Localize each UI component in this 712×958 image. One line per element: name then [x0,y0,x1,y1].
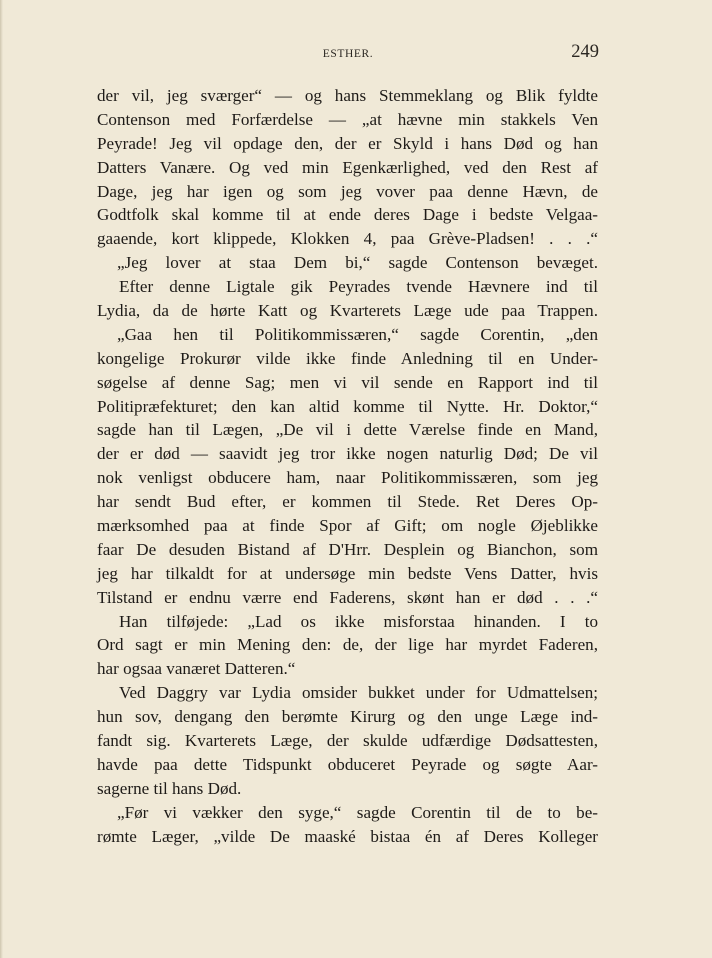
text-line: „Gaa hen til Politikommissæren,“ sagde Corentin, „den [117,324,598,344]
page-left-edge [0,0,3,958]
text-line: Tilstand er endnu værre end Faderens, skønt han er død . . .“ [97,587,598,607]
text-line: Godtfolk skal komme til at ende deres Dage i bedste Velgaa- [97,205,598,225]
text-line: „Før vi vækker den syge,“ sagde Corentin til de to be- [117,802,598,822]
text-line: Peyrade! Jeg vil opdage den, der er Skyld i hans Død og han [97,133,598,153]
text-line: Datters Vanære. Og ved min Egenkærlighed, ved den Rest af [97,157,598,177]
text-line: sagerne til hans Død. [97,778,242,798]
text-line: har sendt Bud efter, er kommen til Stede. Ret Deres Op- [97,492,598,512]
running-head [97,42,599,72]
text-line: rømte Læger, „vilde De maaské bistaa én af Deres Kolleger [97,826,598,846]
text-line: mærksomhed paa at finde Spor af Gift; om nogle Øjeblikke [97,516,598,536]
text-line: kongelige Prokurør vilde ikke finde Anledning til en Under- [97,348,598,368]
text-line: gaaende, kort klippede, Klokken 4, paa Grève-Pladsen! . . .“ [97,229,598,249]
text-line: faar De desuden Bistand af D'Hrr. Desplein og Bianchon, som [97,539,598,559]
text-line: der er død — saavidt jeg tror ikke nogen naturlig Død; De vil [97,444,598,464]
text-line: jeg har tilkaldt for at undersøge min bedste Vens Datter, hvis [97,563,598,583]
text-line: „Jeg lover at staa Dem bi,“ sagde Contenson bevæget. [117,253,598,273]
text-line: Han tilføjede: „Lad os ikke misforstaa hinanden. I to [119,611,598,631]
text-line: søgelse af denne Sag; men vi vil sende en Rapport ind til [97,372,598,392]
text-line: Politipræfekturet; den kan altid komme til Nytte. Hr. Doktor,“ [97,396,598,416]
page-number: 249 [571,42,599,62]
text-block [97,84,598,849]
text-line: har ogsaa vanæret Datteren.“ [97,659,296,679]
text-line: sagde han til Lægen, „De vil i dette Værelse finde en Mand, [97,420,598,440]
text-line: Ved Daggry var Lydia omsider bukket under for Udmattelsen; [119,683,598,703]
text-line: havde paa dette Tidspunkt obduceret Peyrade og søgte Aar- [97,754,598,774]
text-line: Ord sagt er min Mening den: de, der lige har myrdet Faderen, [97,635,598,655]
text-line: Dage, jeg har igen og som jeg vover paa denne Hævn, de [97,181,598,201]
text-line: Lydia, da de hørte Katt og Kvarterets Læge ude paa Trappen. [97,301,598,321]
text-line: fandt sig. Kvarterets Læge, der skulde udfærdige Dødsattesten, [97,731,598,751]
running-title: ESTHER. [322,48,374,60]
text-line: hun sov, dengang den berømte Kirurg og den unge Læge ind- [97,707,598,727]
text-line: nok venligst obducere ham, naar Politikommissæren, som jeg [97,468,598,488]
text-line: Efter denne Ligtale gik Peyrades tvende Hævnere ind til [119,277,598,297]
text-line: der vil, jeg sværger“ — og hans Stemmeklang og Blik fyldte [97,86,598,105]
text-line: Contenson med Forfærdelse — „at hævne min stakkels Ven [97,109,598,129]
